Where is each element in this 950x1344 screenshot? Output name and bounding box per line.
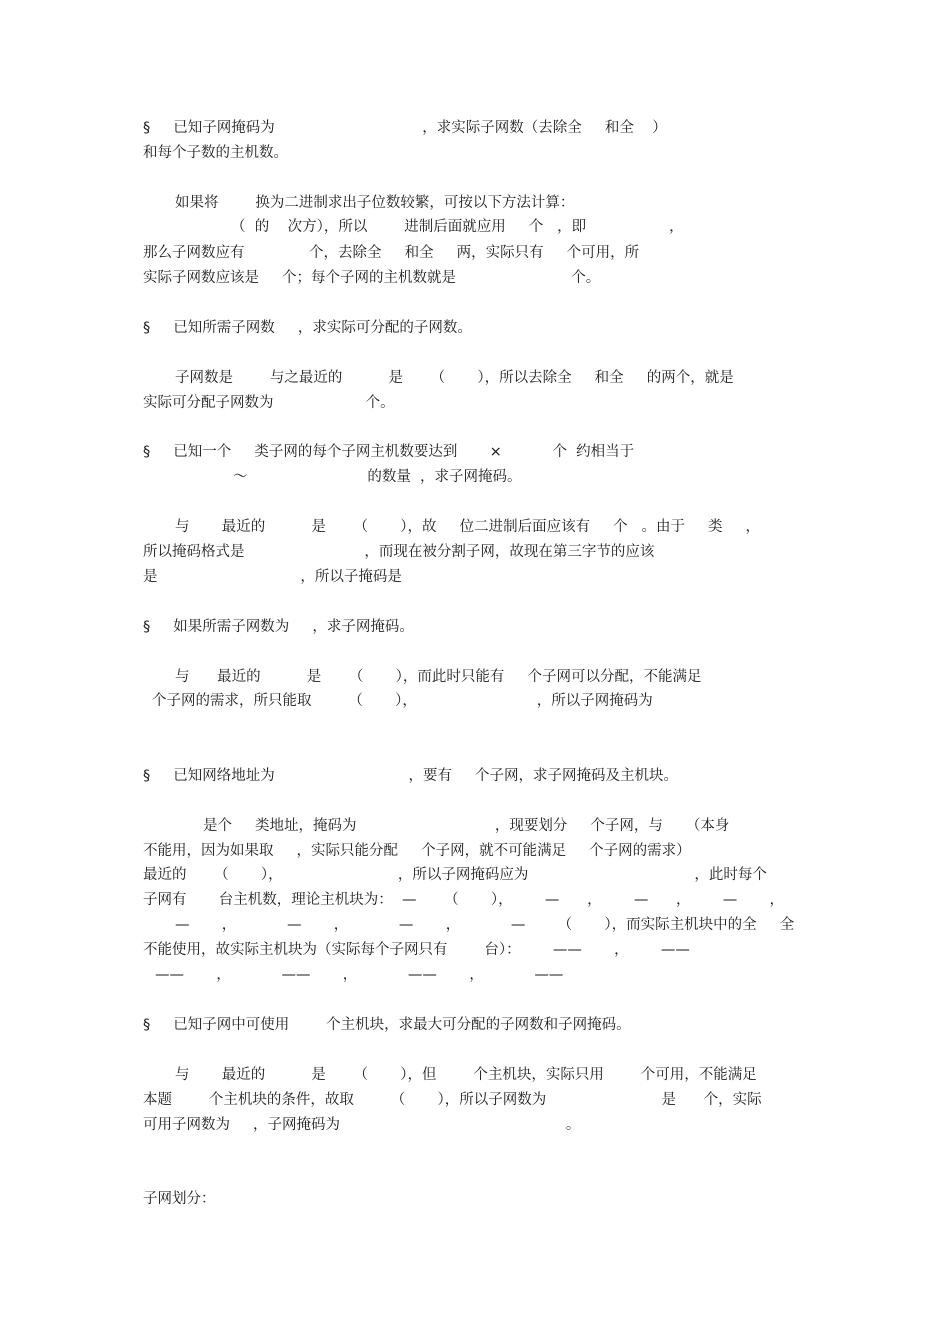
text-line: 和每个子数的主机数。: [143, 145, 288, 161]
text-line: 如果将 换为二进制求出子位数较繁，可按以下方法计算：: [175, 195, 575, 211]
text-line: 不能使用，故实际主机块为（实际每个子网只有 台）： —— ， ——: [143, 942, 690, 958]
text-line: 所以掩码格式是 ，而现在被分割子网，故现在第三字节的应该: [143, 544, 655, 560]
heading-required-subnets: § 已知所需子网数 ，求实际可分配的子网数。: [143, 320, 472, 336]
text-line: 实际子网数应该是 个；每个子网的主机数就是 个。: [143, 270, 601, 286]
text-line: 子网有 台主机数，理论主机块为： — （ ）， — ， — ， — ，: [143, 892, 785, 908]
text-line: 实际可分配子网数为 个。: [143, 395, 395, 411]
text-line: 那么子网数应有 个，去除全 和全 两，实际只有 个可用，所: [143, 245, 640, 261]
text-line: 可用子网数为 ，子网掩码为 。: [143, 1117, 581, 1133]
text-line: ～ 的数量 ，求子网掩码。: [233, 469, 522, 485]
text-line: 本题 个主机块的条件，故取 （ ），所以子网数为 是 个，实际: [143, 1092, 762, 1108]
text-line: —— ， —— ， —— ， ——: [155, 967, 564, 983]
heading-host-blocks: § 已知子网中可使用 个主机块，求最大可分配的子网数和子网掩码。: [143, 1017, 631, 1033]
text-line: 子网数是 与之最近的 是 （ ），所以去除全 和全 的两个，就是: [175, 370, 734, 386]
text-line: 与 最近的 是 （ ），但 个主机块，实际只用 个可用，不能满足: [175, 1067, 757, 1083]
heading-subnet-count: § 如果所需子网数为 ，求子网掩码。: [143, 619, 414, 635]
text-line: 个子网的需求，所只能取 （ ）， ，所以子网掩码为: [152, 693, 653, 709]
text-line: 与 最近的 是 （ ），而此时只能有 个子网可以分配，不能满足: [175, 669, 702, 685]
text-line: 不能用，因为如果取 ，实际只能分配 个子网，就不可能满足 个子网的需求）: [143, 843, 691, 859]
text-line: 是个 类地址，掩码为 ，现要划分 个子网，与 （本身: [203, 818, 730, 834]
heading-subnet-mask-known: § 已知子网掩码为 ，求实际子网数（去除全 和全 ）: [143, 120, 667, 136]
text-line: 最近的 （ ）， ，所以子网掩码应为 ，此时每个: [143, 867, 767, 883]
heading-network-address: § 已知网络地址为 ，要有 个子网，求子网掩码及主机块。: [143, 768, 679, 784]
text-line: 与 最近的 是 （ ），故 位二进制后面应该有 个 。由于 类 ，: [175, 519, 761, 535]
section-title-subnetting: 子网划分：: [143, 1191, 216, 1207]
text-line: 是 ，所以子掩码是: [143, 569, 402, 585]
text-line: — ， — ， — ， — （ ），而实际主机块中的全 全: [175, 917, 795, 933]
heading-hosts-per-subnet: § 已知一个 类子网的每个子网主机数要达到 × 个 约相当于: [143, 444, 635, 460]
text-line: （ 的 次方），所以 进制后面就应用 个 ，即 ，: [231, 219, 684, 235]
